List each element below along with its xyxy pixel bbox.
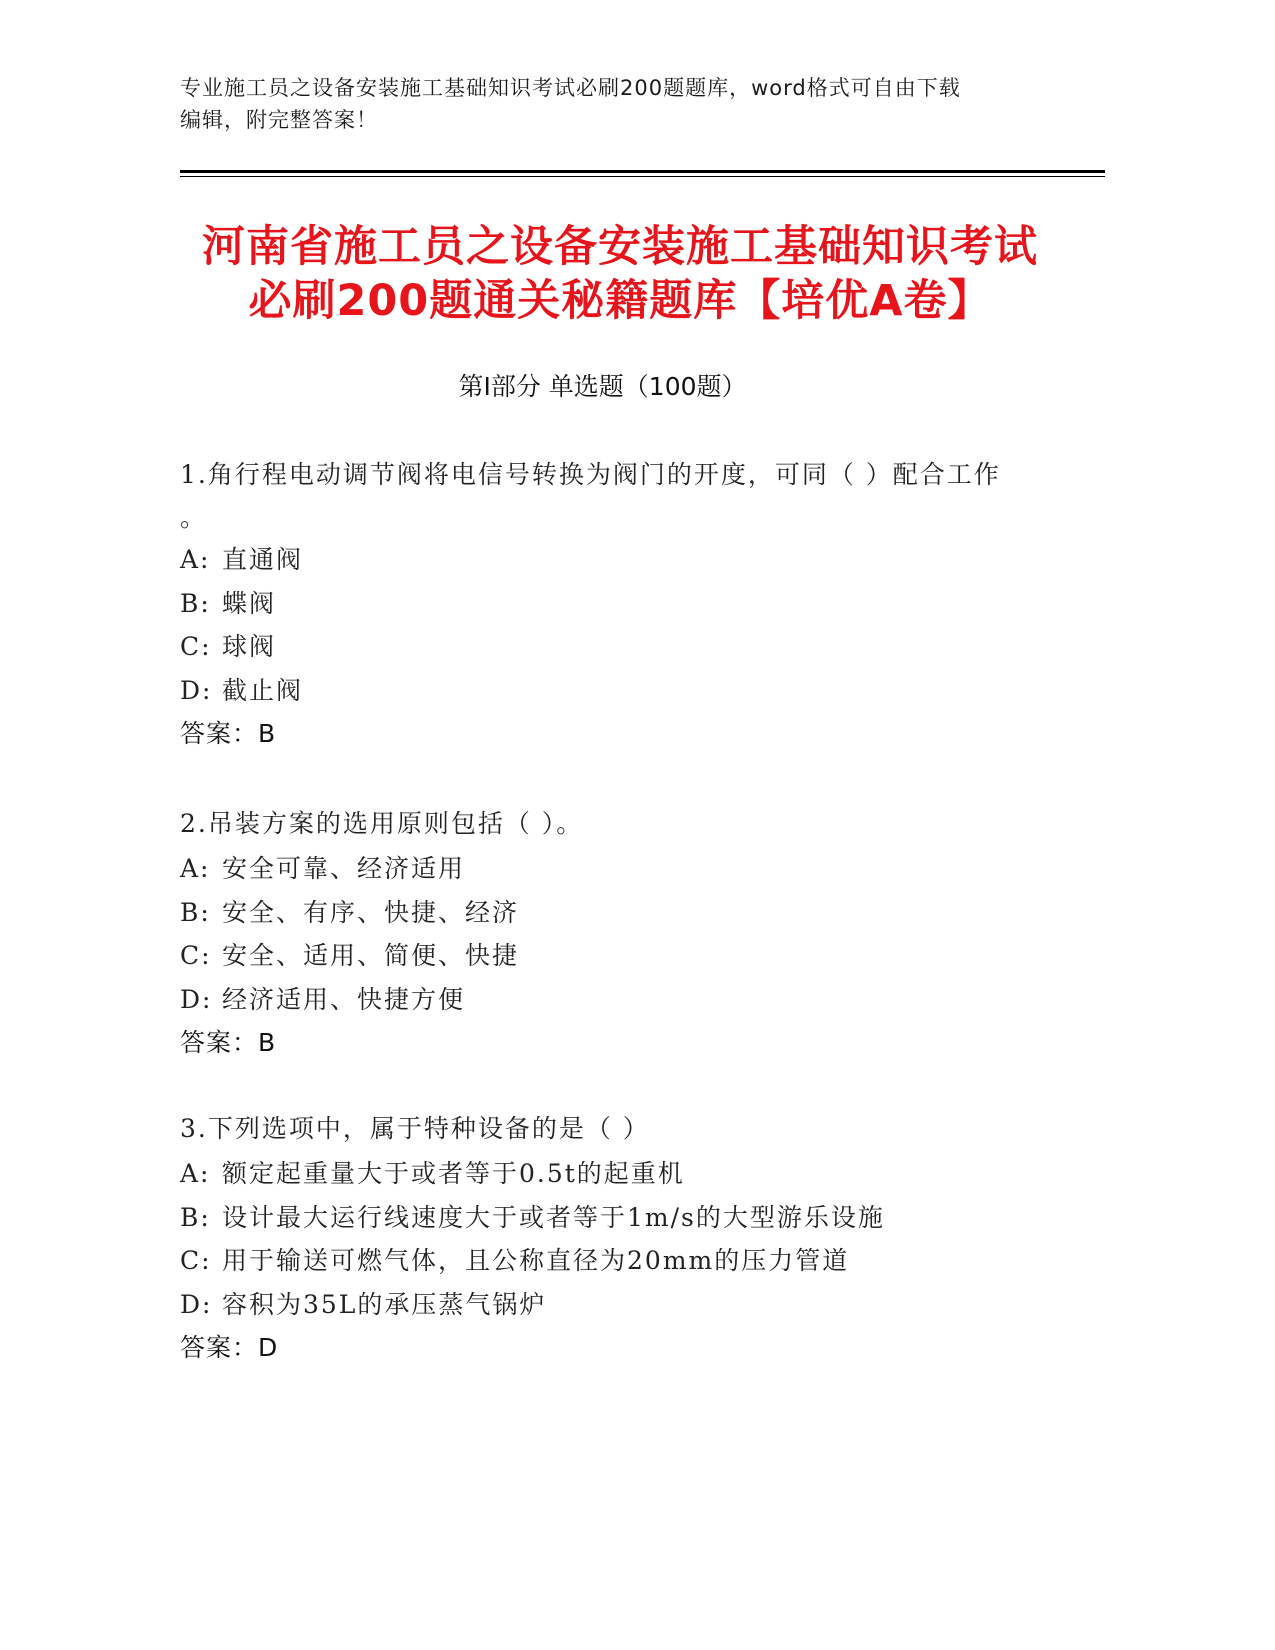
question-stem: 2.吊装方案的选用原则包括（ ）。 — [180, 809, 584, 838]
option-text: 额定起重量大于或者等于0.5t的起重机 — [222, 1159, 685, 1188]
document-title-line-1: 河南省施工员之设备安装施工基础知识考试 — [202, 222, 1038, 272]
section-title: 第Ⅰ部分 单选题（100题） — [458, 372, 747, 401]
option-text: 球阀 — [222, 632, 277, 661]
option-letter: C: — [180, 1246, 212, 1275]
answer: 答案：D — [180, 1333, 279, 1362]
option-text: 安全、适用、简便、快捷 — [222, 941, 520, 970]
option-text: 用于输送可燃气体，且公称直径为20mm的压力管道 — [222, 1246, 850, 1275]
option-text: 设计最大运行线速度大于或者等于1m/s的大型游乐设施 — [222, 1202, 885, 1232]
option-b — [180, 582, 1060, 626]
question-stem-continuation: 。 — [180, 503, 208, 532]
option-letter: B: — [180, 1202, 211, 1232]
answer: 答案：B — [180, 1028, 277, 1057]
option-text: 蝶阀 — [222, 588, 277, 618]
document-title — [120, 220, 1120, 328]
option-b — [180, 891, 1060, 935]
option-d — [180, 669, 1060, 713]
option-letter: C: — [180, 632, 212, 661]
option-c — [180, 934, 1060, 978]
option-b — [180, 1196, 1060, 1240]
option-text: 经济适用、快捷方便 — [222, 984, 466, 1014]
option-letter: A: — [180, 854, 211, 883]
question-2 — [180, 801, 1060, 1065]
question-stem: 1.角行程电动调节阀将电信号转换为阀门的开度，可同（ ）配合工作 — [180, 460, 1001, 489]
header-note — [180, 72, 1060, 136]
option-letter: D: — [180, 984, 213, 1014]
option-d — [180, 1283, 1060, 1327]
option-d — [180, 978, 1060, 1022]
question-1 — [180, 452, 1060, 756]
header-note-line-2: 编辑，附完整答案！ — [180, 108, 378, 132]
question-3 — [180, 1106, 1060, 1370]
option-letter: A: — [180, 545, 211, 574]
document-title-line-2: 必刷200题通关秘籍题库【培优A卷】 — [248, 276, 992, 326]
option-text: 安全可靠、经济适用 — [222, 854, 466, 883]
header-rule-thin — [180, 176, 1105, 177]
option-text: 安全、有序、快捷、经济 — [222, 897, 520, 927]
option-letter: D: — [180, 1289, 213, 1319]
option-a — [180, 847, 1060, 891]
header-rule-thick — [180, 170, 1105, 173]
option-letter: B: — [180, 588, 211, 618]
option-a — [180, 538, 1060, 582]
answer: 答案：B — [180, 719, 277, 748]
question-stem: 3.下列选项中，属于特种设备的是（ ） — [180, 1114, 650, 1143]
option-a — [180, 1152, 1060, 1196]
option-letter: D: — [180, 675, 213, 705]
option-letter: B: — [180, 897, 211, 927]
option-c — [180, 625, 1060, 669]
option-text: 容积为35L的承压蒸气锅炉 — [222, 1289, 547, 1319]
option-letter: A: — [180, 1159, 211, 1188]
header-note-line-1: 专业施工员之设备安装施工基础知识考试必刷200题题库，word格式可自由下载 — [180, 76, 961, 100]
option-text: 截止阀 — [222, 675, 304, 705]
option-text: 直通阀 — [222, 545, 304, 574]
option-c — [180, 1239, 1060, 1283]
option-letter: C: — [180, 941, 212, 970]
